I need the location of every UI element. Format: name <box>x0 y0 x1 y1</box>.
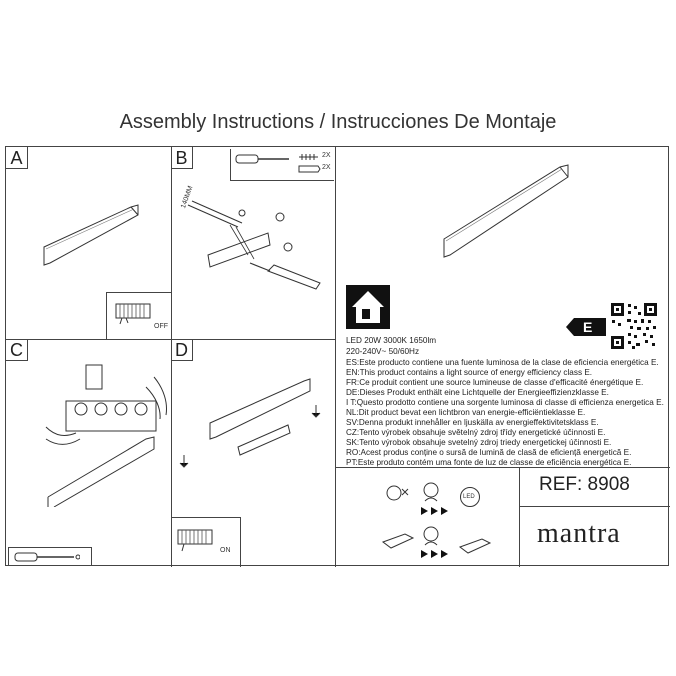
lamp-illustration-right <box>436 159 576 269</box>
panel-label-c: C <box>6 339 28 361</box>
reference-code: REF: 8908 <box>539 474 630 495</box>
terminal-block-icon <box>114 299 154 325</box>
divider-ab <box>171 147 172 339</box>
wall-plug-icon <box>298 164 322 174</box>
wiring-illustration <box>36 357 171 507</box>
spec-power: LED 20W 3000K 1650lm <box>346 336 437 345</box>
screwdriver-icon-footer <box>14 551 80 563</box>
energy-statement-sk: SK:Tento výrobok obsahuje svetelný zdroj triedy energetickej účinnosti E. <box>346 438 612 447</box>
brand-logo: mantra <box>537 518 621 549</box>
energy-class-letter: E <box>583 319 593 335</box>
energy-statement-it: I T:Questo prodotto contiene una sorgente luminosa di classe di efficienza energetica E. <box>346 398 664 407</box>
energy-statement-nl: NL:Dit product bevat een lichtbron van energie-efficiëntieklasse E. <box>346 408 586 417</box>
panel-label-b: B <box>171 147 193 169</box>
instruction-sheet <box>5 146 669 566</box>
measure-label: 140MM <box>180 185 195 210</box>
divider-ref-brand <box>519 506 670 507</box>
house-icon <box>346 285 390 329</box>
plug-qty: 2X <box>322 164 331 171</box>
energy-statement-pt: PT:Este produto contém uma fonte de luz de classe de eficiência energética E. <box>346 458 632 467</box>
energy-statement-en: EN:This product contains a light source of energy efficiency class E. <box>346 368 593 377</box>
energy-statement-sv: SV:Denna produkt innehåller en ljuskälla av energieffektivitetsklass E. <box>346 418 599 427</box>
screwdriver-icon <box>235 153 291 165</box>
led-label: LED <box>463 494 475 500</box>
lamp-illustration-a <box>36 197 146 277</box>
arrow-icon <box>420 506 450 516</box>
terminal-block-icon-on <box>176 525 218 553</box>
on-label: ON <box>220 547 231 554</box>
mounting-bracket-illustration <box>178 185 328 295</box>
energy-statement-fr: FR:Ce produit contient une source lumineuse de classe d'efficacité énergétique E. <box>346 378 644 387</box>
qr-code-icon <box>610 302 658 350</box>
screw-icon <box>298 152 322 162</box>
energy-statement-cz: CZ:Tento výrobek obsahuje světelný zdroj třídy energetické účinnosti E. <box>346 428 606 437</box>
bulb-no-replace-icon <box>384 483 412 505</box>
energy-statement-es: ES:Este producto contiene una fuente luminosa de la clase de eficiencia energética E. <box>346 358 659 367</box>
spec-voltage: 220-240V~ 50/60Hz <box>346 347 420 356</box>
lamp-illustration-d <box>178 367 328 477</box>
driver-icon-2 <box>458 537 494 555</box>
driver-icon <box>381 532 417 550</box>
page-title: Assembly Instructions / Instrucciones De Montaje <box>119 111 557 133</box>
energy-statement-de: DE:Dieses Produkt enthält eine Lichtquelle der Energieeffizienzklasse E. <box>346 388 609 397</box>
technician-icon-2 <box>420 525 442 549</box>
technician-icon <box>420 481 442 505</box>
arrow-icon-2 <box>420 549 450 559</box>
off-label: OFF <box>154 323 168 330</box>
divider-bright <box>335 147 336 567</box>
panel-label-d: D <box>171 339 193 361</box>
energy-statement-ro: RO:Acest produs conține o sursă de lumină de clasă de eficiență energetică E. <box>346 448 632 457</box>
divider-ref <box>519 467 520 567</box>
screw-qty: 2X <box>322 152 331 159</box>
panel-label-a: A <box>6 147 28 169</box>
